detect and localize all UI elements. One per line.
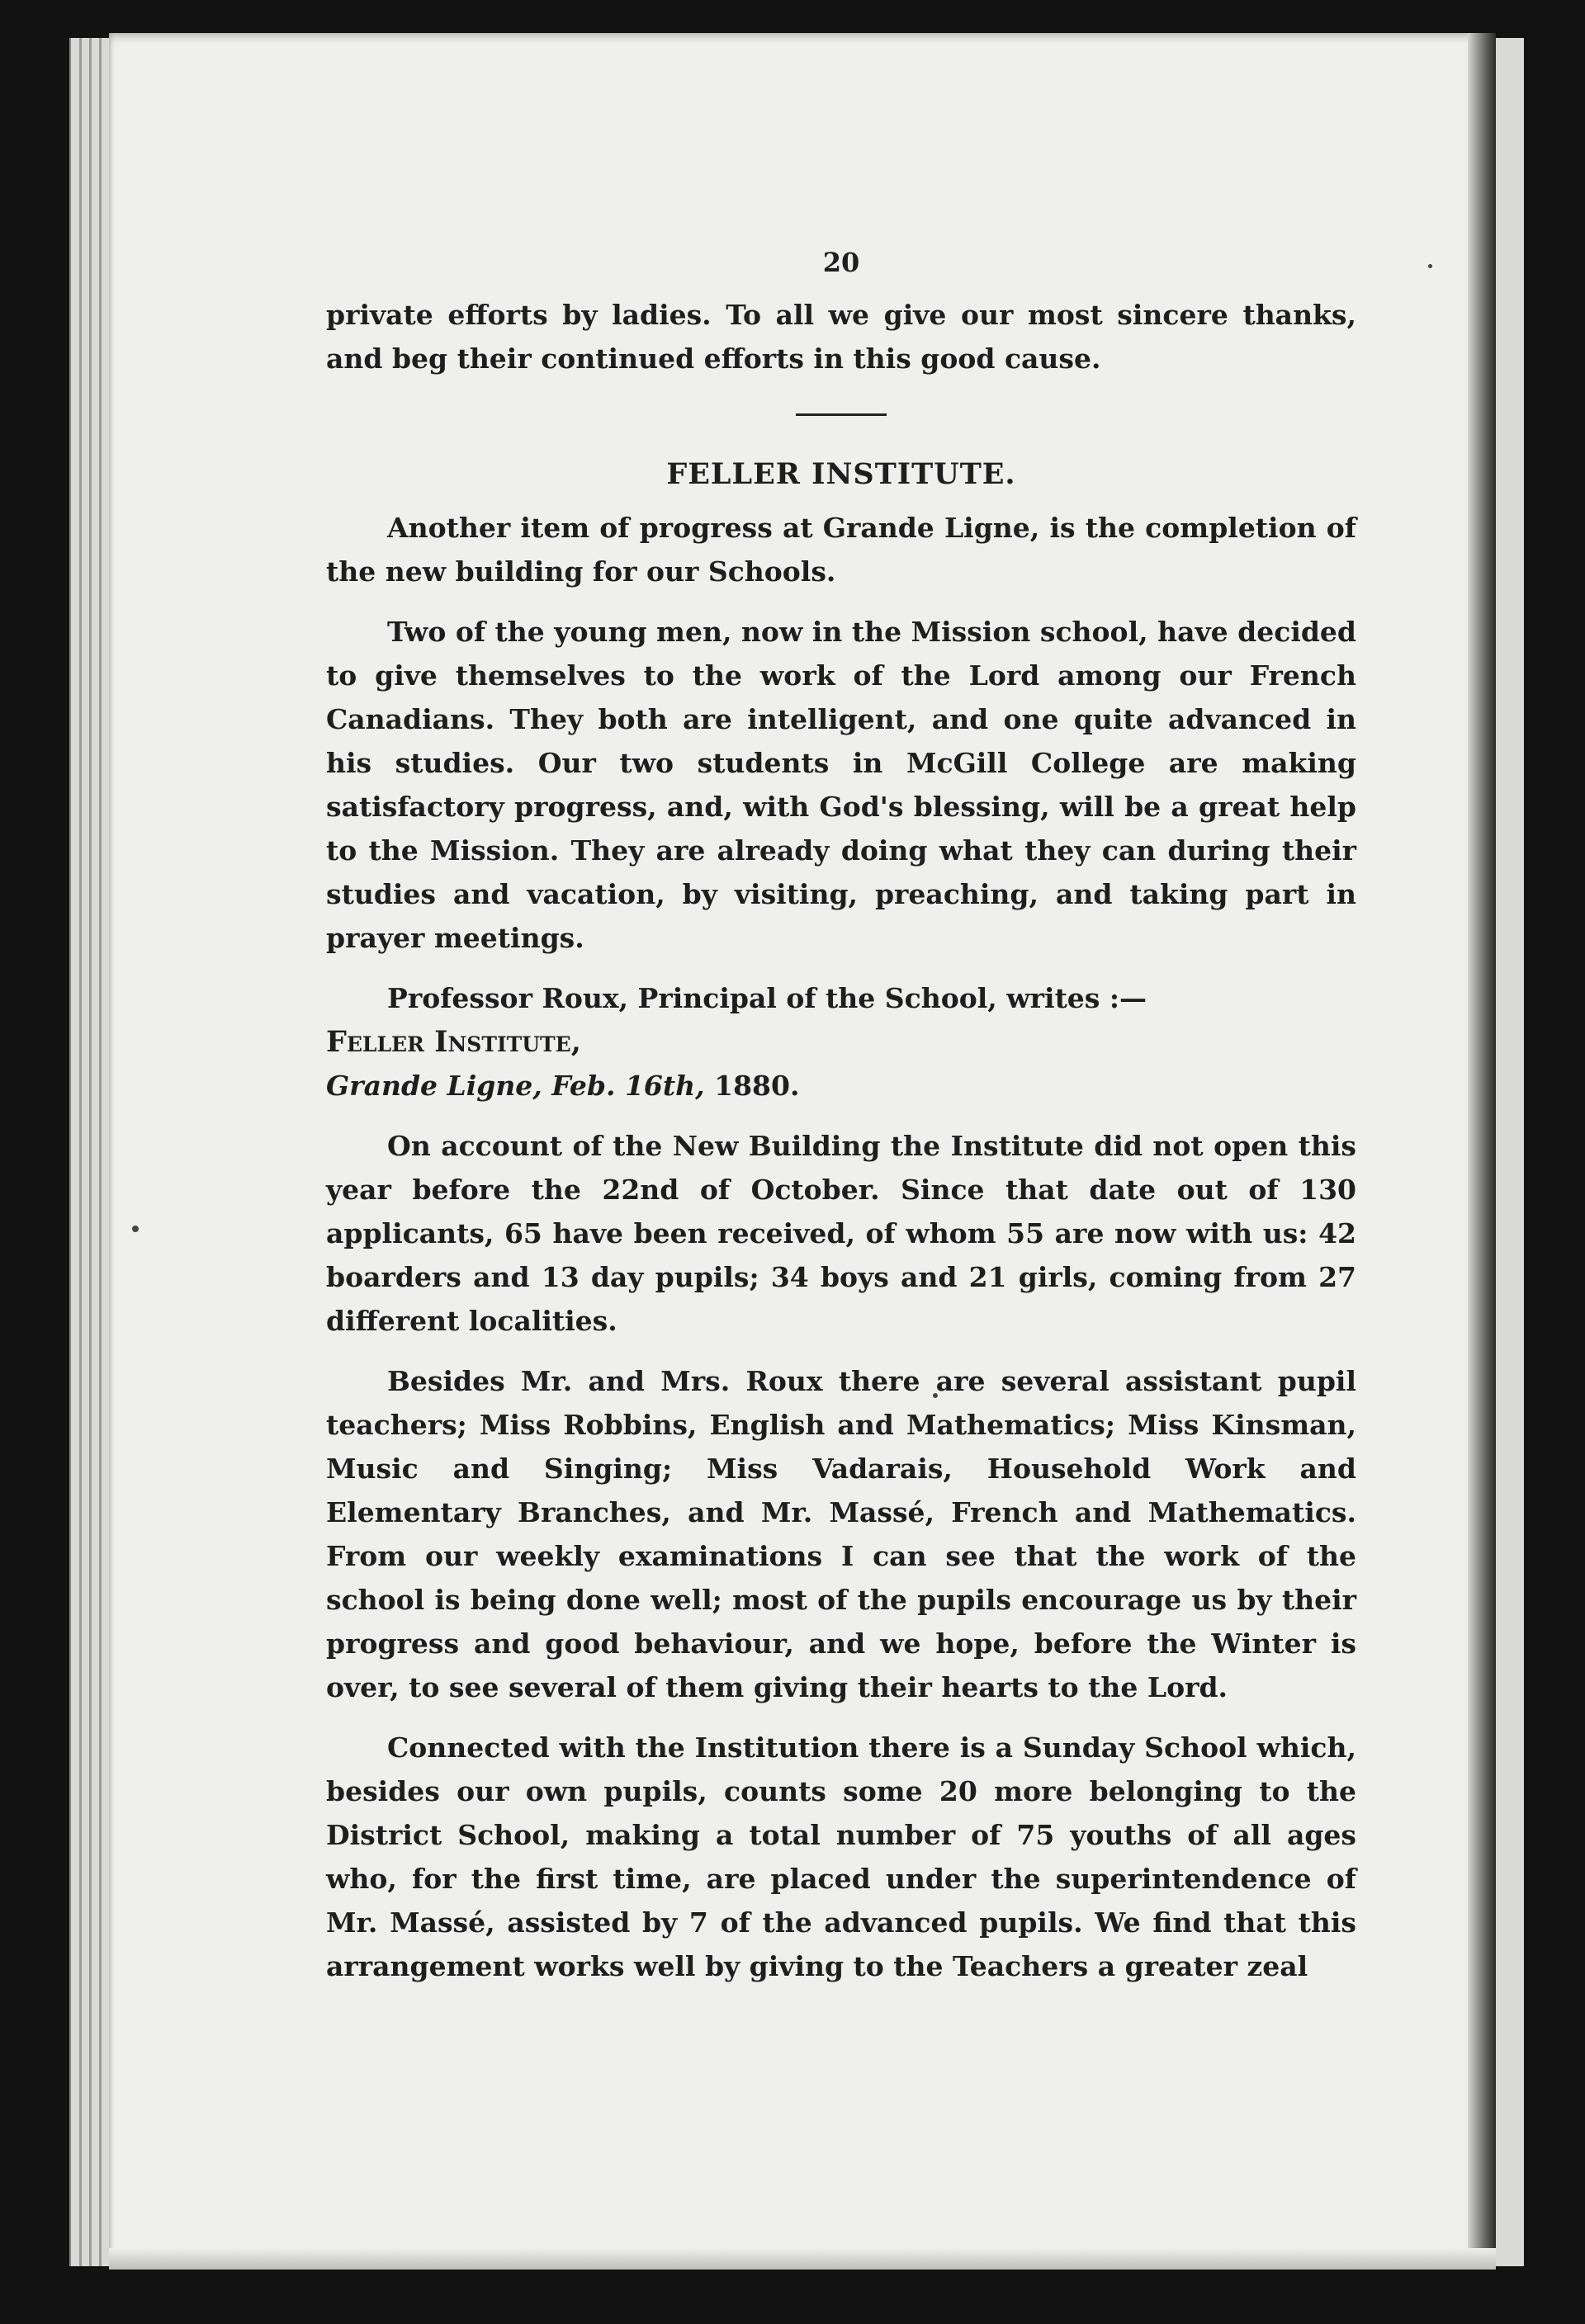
lead-paragraph: private efforts by ladies. To all we give our most sincere thanks, and beg their continued efforts in this good cause.: [326, 299, 1356, 375]
page-leaf-edge: [99, 38, 102, 2266]
letter-heading: Feller Institute,: [326, 1025, 581, 1059]
scan-speck: [132, 1226, 139, 1232]
paragraph-sunday-school: Connected with the Institution there is a Sunday School which, besides our own pupils, counts some 20 more belonging to the District School, making a total number of 75 youths of all ages who, for the first time, are placed under the superintendence of Mr. Massé, assisted by 7 of the advanced pupils. We find that this arrangement works well by giving to the Teachers a greater zeal: [326, 1731, 1356, 1982]
scan-speck: [1428, 264, 1432, 268]
paragraph-students: Two of the young men, now in the Mission school, have decided to give themselves to the work of the Lord among our French Canadians. They both are intelligent, and one quite advanced in his studies. Our two students in McGill College are making satisfactory progress, and, with God's blessing, will be a great help to the Mission. They are already doing what they can during their studies and vacation, by visiting, preaching, and taking part in prayer meetings.: [326, 616, 1356, 954]
paragraph-opening: On account of the New Building the Institute did not open this year before the 22nd of October. Since that date out of 130 applicants, 65 have been received, of whom 55 are now with us: 42 boarders and 13 day pupils; 34 boys and 21 girls, coming from 27 different localities.: [326, 1130, 1356, 1337]
paragraph-teachers: Besides Mr. and Mrs. Roux there are several assistant pupil teachers; Miss Robbins, English and Mathematics; Miss Kinsman, Music and Singing; Miss Vadarais, Household Work and Elementary Branches, and Mr. Massé, French and Mathematics. From our weekly examinations I can see that the work of the school is being done well; most of the pupils encourage us by their progress and good behaviour, and we hope, before the Winter is over, to see several of them giving their hearts to the Lord.: [326, 1365, 1356, 1703]
letter-year: 1880.: [714, 1070, 800, 1102]
section-divider-rule: [796, 413, 887, 416]
letter-date: Grande Ligne, Feb. 16th,: [326, 1070, 705, 1102]
paragraph-progress: Another item of progress at Grande Ligne, is the completion of the new building for our Schools.: [326, 512, 1356, 588]
letter-dateline: [326, 1064, 1356, 1108]
page-leaf-edge: [79, 38, 82, 2266]
page-right-edge-shadow: [1468, 33, 1496, 2270]
section-title: FELLER INSTITUTE.: [666, 457, 1016, 491]
page-leaf-edge: [89, 38, 92, 2266]
paragraph-roux-intro: Professor Roux, Principal of the School, writes :—: [387, 982, 1147, 1014]
page-text: [326, 241, 1356, 1988]
page-bottom-shadow: [109, 2248, 1496, 2270]
page-number: 20: [822, 247, 860, 278]
